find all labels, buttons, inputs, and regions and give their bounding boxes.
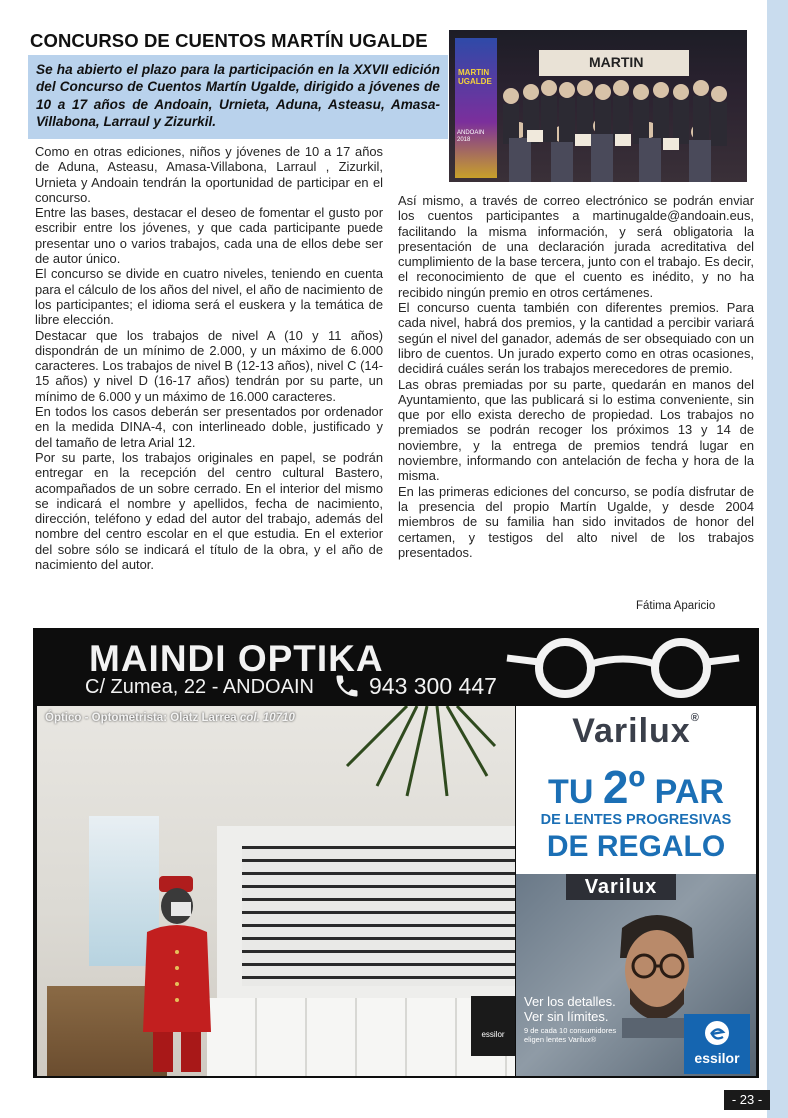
slogan-line-2: Ver sin límites. bbox=[524, 1009, 609, 1024]
essilor-logo bbox=[684, 1014, 750, 1074]
essilor-stand bbox=[471, 996, 515, 1056]
photo-group-people bbox=[449, 30, 747, 182]
paragraph: Entre las bases, destacar el deseo de fomentar el gusto por escribir entre los jóvenes, y que cada participante puede presentar uno o varios trabajos, cada una de ellos debe ser de autor único. bbox=[35, 205, 383, 267]
glasses-icon bbox=[503, 636, 743, 698]
article-lead: Se ha abierto el plazo para la participación en la XXVII edición del Concurso de Cuentos Martín Ugalde, dirigido a jóvenes de 10 a 17 años de Andoain, Urnieta, Aduna, Asteasu, Amasa-Villabona, Larraul y Zizurkil. bbox=[36, 62, 440, 130]
article-author: Fátima Aparicio bbox=[636, 600, 716, 612]
varilux-panel bbox=[516, 706, 756, 1076]
promo-line-2: DE LENTES PROGRESIVAS bbox=[540, 812, 732, 828]
paragraph: Destacar que los trabajos de nivel A (10 y 11 años) dispondrán de un mínimo de 2.000, y un máximo de 6.000 caracteres. Los trabajos de nivel B (12-13 años), nivel C (14-15 años) y nivel D (16-17 años) tendrán por su parte, un mínimo de 6.000 y un máximo de 16.000 caracteres. bbox=[35, 327, 383, 404]
phone-icon bbox=[333, 672, 361, 700]
advertisement bbox=[33, 628, 759, 1078]
article-headline: CONCURSO DE CUENTOS MARTÍN UGALDE bbox=[30, 30, 428, 51]
ad-optician bbox=[45, 712, 295, 724]
promo-second: 2º bbox=[602, 761, 646, 813]
essilor-icon bbox=[704, 1020, 730, 1046]
optician-label: Óptico - Optometrista: Olatz Larrea bbox=[45, 712, 237, 724]
fineprint bbox=[524, 1026, 616, 1044]
paragraph: Como en otras ediciones, niños y jóvenes de 10 a 17 años de Aduna, Asteasu, Amasa-Villabona, Larraul , Zizurkil, Urnieta y Andoain tendrán la oportunidad de participar en el concurso. bbox=[35, 144, 383, 205]
article-photo bbox=[449, 30, 747, 182]
lead-box bbox=[28, 55, 448, 139]
fineprint-line-1: 9 de cada 10 consumidores bbox=[524, 1026, 617, 1035]
essilor-wordmark: essilor bbox=[694, 1050, 740, 1066]
paragraph: Así mismo, a través de correo electrónico se podrán enviar los cuentos participantes a martinugalde@andoain.eus, facilitando la misma información, y será obligatoria la presentación de una declaración jurada acreditativa del cumplimiento de la base tercera, junto con el trabajo. Es decir, el reconocimiento de que el cuento es inédito, y no ha recibido ningún premio en otros certámenes. bbox=[398, 193, 754, 300]
plant-icon bbox=[337, 706, 497, 816]
photo-banner-text: MARTIN UGALDE bbox=[458, 68, 492, 86]
varilux-brand: Varilux bbox=[572, 712, 691, 750]
page-number: - 23 - bbox=[724, 1090, 770, 1110]
paragraph: Por su parte, los trabajos originales en papel, se podrán entregar en la recepción del centro cultural Bastero, acompañados de un sobre cerrado. En el interior del mismo se indicará el nombre y apellidos, fecha de nacimiento, dirección, teléfono y edad del autor del trabajo, además del nombre del centro escolar en el que estudia. En el exterior del sobre sólo se indicará el título de la obra, y el año de nacimiento del autor. bbox=[35, 449, 383, 573]
paragraph: El concurso se divide en cuatro niveles, teniendo en cuenta para el cálculo de los años del nivel, el año de nacimiento de los participantes; el idioma será el euskera y la temática de libre elección. bbox=[35, 266, 383, 328]
varilux-reg: ® bbox=[690, 712, 700, 724]
slogan bbox=[524, 994, 616, 1024]
slogan-line-1: Ver los detalles. bbox=[524, 994, 616, 1009]
article-column-left bbox=[35, 144, 383, 572]
fineprint-line-2: eligen lentes Varilux® bbox=[524, 1035, 597, 1044]
shop-counter bbox=[207, 998, 515, 1076]
article-column-right bbox=[398, 193, 754, 560]
varilux-badge: Varilux bbox=[566, 874, 676, 900]
model-photo bbox=[516, 874, 756, 1076]
paragraph: En todos los casos deberán ser presentados por ordenador en la medida DINA-4, con interlineado doble, justificado y del tamaño de letra Arial 12. bbox=[35, 404, 383, 450]
varilux-logo bbox=[516, 712, 756, 751]
optician-col: col. 10710 bbox=[239, 712, 295, 724]
photo-board-text: MARTIN bbox=[589, 54, 644, 70]
ad-phone: 943 300 447 bbox=[369, 673, 497, 699]
bellboy-mannequin bbox=[137, 872, 217, 1072]
promo-line-1 bbox=[516, 761, 756, 813]
page-edge-strip bbox=[767, 0, 788, 1118]
ad-shop-name: MAINDI OPTIKA bbox=[89, 638, 384, 679]
paragraph: Las obras premiadas por su parte, quedarán en manos del Ayuntamiento, que las publicará si lo estima conveniente, sin que por ello exista derecho de propiedad. Los trabajos no premiados se podrán recoger los próximos 13 y 14 de noviembre, y la entrega de premios tendrá lugar en noviembre, informando con antelación de fecha y hora de la misma. bbox=[398, 376, 754, 484]
essilor-stand-label: essilor bbox=[481, 1030, 505, 1039]
paragraph: En las primeras ediciones del concurso, se podía disfrutar de la presencia del propio Martín Ugalde, y desde 2004 miembros de su familia han sido invitados de honor del certamen, y testigos del alto nivel de los trabajos presentados. bbox=[398, 483, 754, 560]
promo-par: PAR bbox=[645, 773, 724, 811]
paragraph: El concurso cuenta también con diferentes premios. Para cada nivel, habrá dos premios, y la cantidad a percibir variará según el nivel del ganador, además de ser obsequiado con un libro de cuentos. Un jurado experto como en otras ocasiones, decidirá cuáles serán los trabajos merecedores de premio. bbox=[398, 300, 754, 377]
photo-year-text: ANDOAIN 2018 bbox=[457, 130, 485, 143]
glasses-rack bbox=[242, 846, 515, 986]
ad-address: C/ Zumea, 22 - ANDOAIN bbox=[85, 676, 314, 698]
promo-tu: TU bbox=[548, 773, 603, 811]
promo-line-3: DE REGALO bbox=[546, 830, 726, 863]
shop-photo bbox=[37, 706, 515, 1076]
